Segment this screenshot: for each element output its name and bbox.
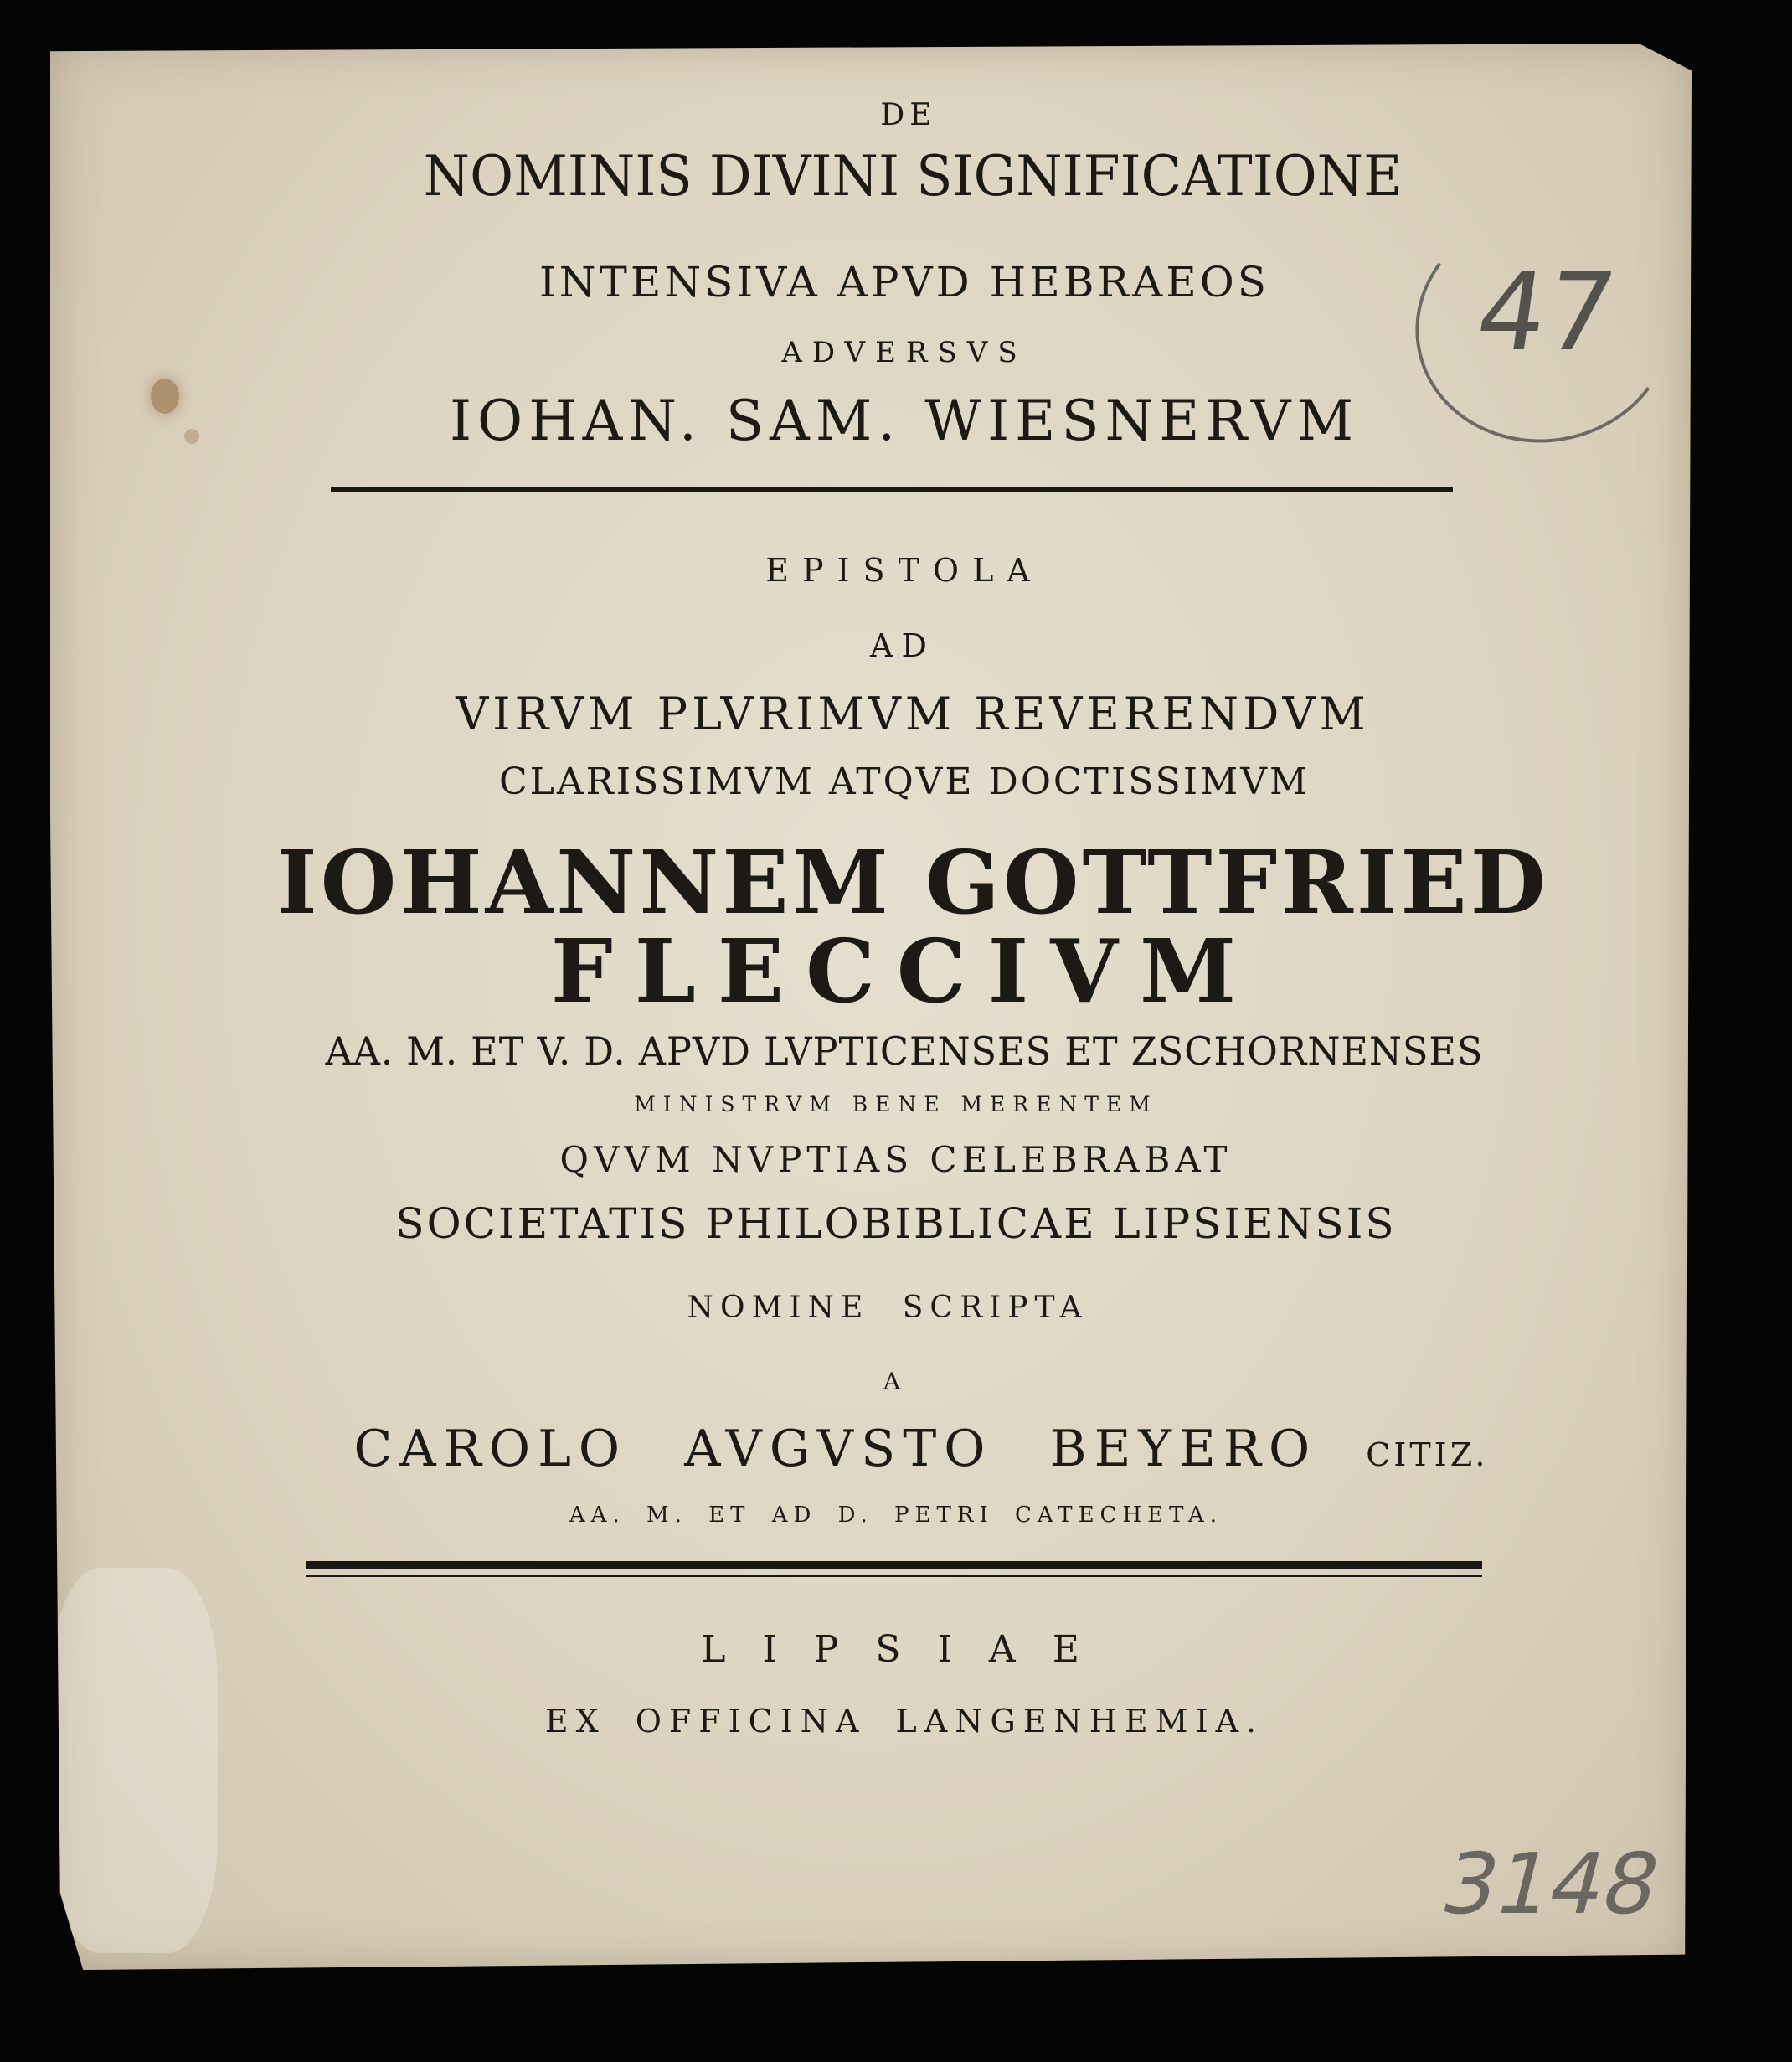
rule-top	[331, 487, 1453, 492]
title-adversus: ADVERSVS	[781, 336, 1027, 369]
author-line	[25, 1420, 1792, 1478]
epistola-label: EPISTOLA	[765, 552, 1043, 589]
paper-wear	[50, 1568, 218, 1953]
handwritten-number-47: 47	[1469, 250, 1624, 375]
nomine-scripta: NOMINE SCRIPTA	[687, 1291, 1089, 1325]
rule-bottom-thick	[306, 1561, 1482, 1569]
society-line: SOCIETATIS PHILOBIBLICAE LIPSIENSIS	[395, 1199, 1397, 1248]
addressee-name-1: IOHANNEM GOTTFRIED	[276, 831, 1549, 934]
a-label: A	[883, 1368, 901, 1395]
honorific-line-2: CLARISSIMVM ATQVE DOCTISSIMVM	[498, 760, 1311, 803]
title-opponent: IOHAN. SAM. WIESNERVM	[449, 389, 1360, 453]
handwritten-shelf-number: 3148	[1432, 1835, 1671, 1933]
rule-bottom-thin	[306, 1575, 1482, 1577]
author-title: AA. M. ET AD D. PETRI CATECHETA.	[569, 1503, 1223, 1528]
title-de: DE	[880, 98, 937, 132]
title-main: NOMINIS DIVINI SIGNIFICATIONE	[423, 144, 1403, 209]
occasion-line: QVVM NVPTIAS CELEBRABAT	[559, 1139, 1233, 1180]
ad-label: AD	[870, 627, 935, 664]
author-name: CAROLO AVGVSTO BEYERO	[353, 1420, 1318, 1478]
addressee-name-2: FLECCIVM	[550, 920, 1259, 1023]
title-sub: INTENSIVA APVD HEBRAEOS	[538, 258, 1269, 307]
author-origin: CITIZ.	[1366, 1436, 1489, 1473]
addressee-role: MINISTRVM BENE MERENTEM	[634, 1092, 1158, 1116]
addressee-title: AA. M. ET V. D. APVD LVPTICENSES ET ZSCHORNENSES	[325, 1028, 1484, 1074]
imprint-printer: EX OFFICINA LANGENHEMIA.	[544, 1703, 1264, 1740]
imprint-place: LIPSIAE	[701, 1628, 1116, 1671]
honorific-line-1: VIRVM PLVRIMVM REVERENDVM	[456, 688, 1370, 740]
